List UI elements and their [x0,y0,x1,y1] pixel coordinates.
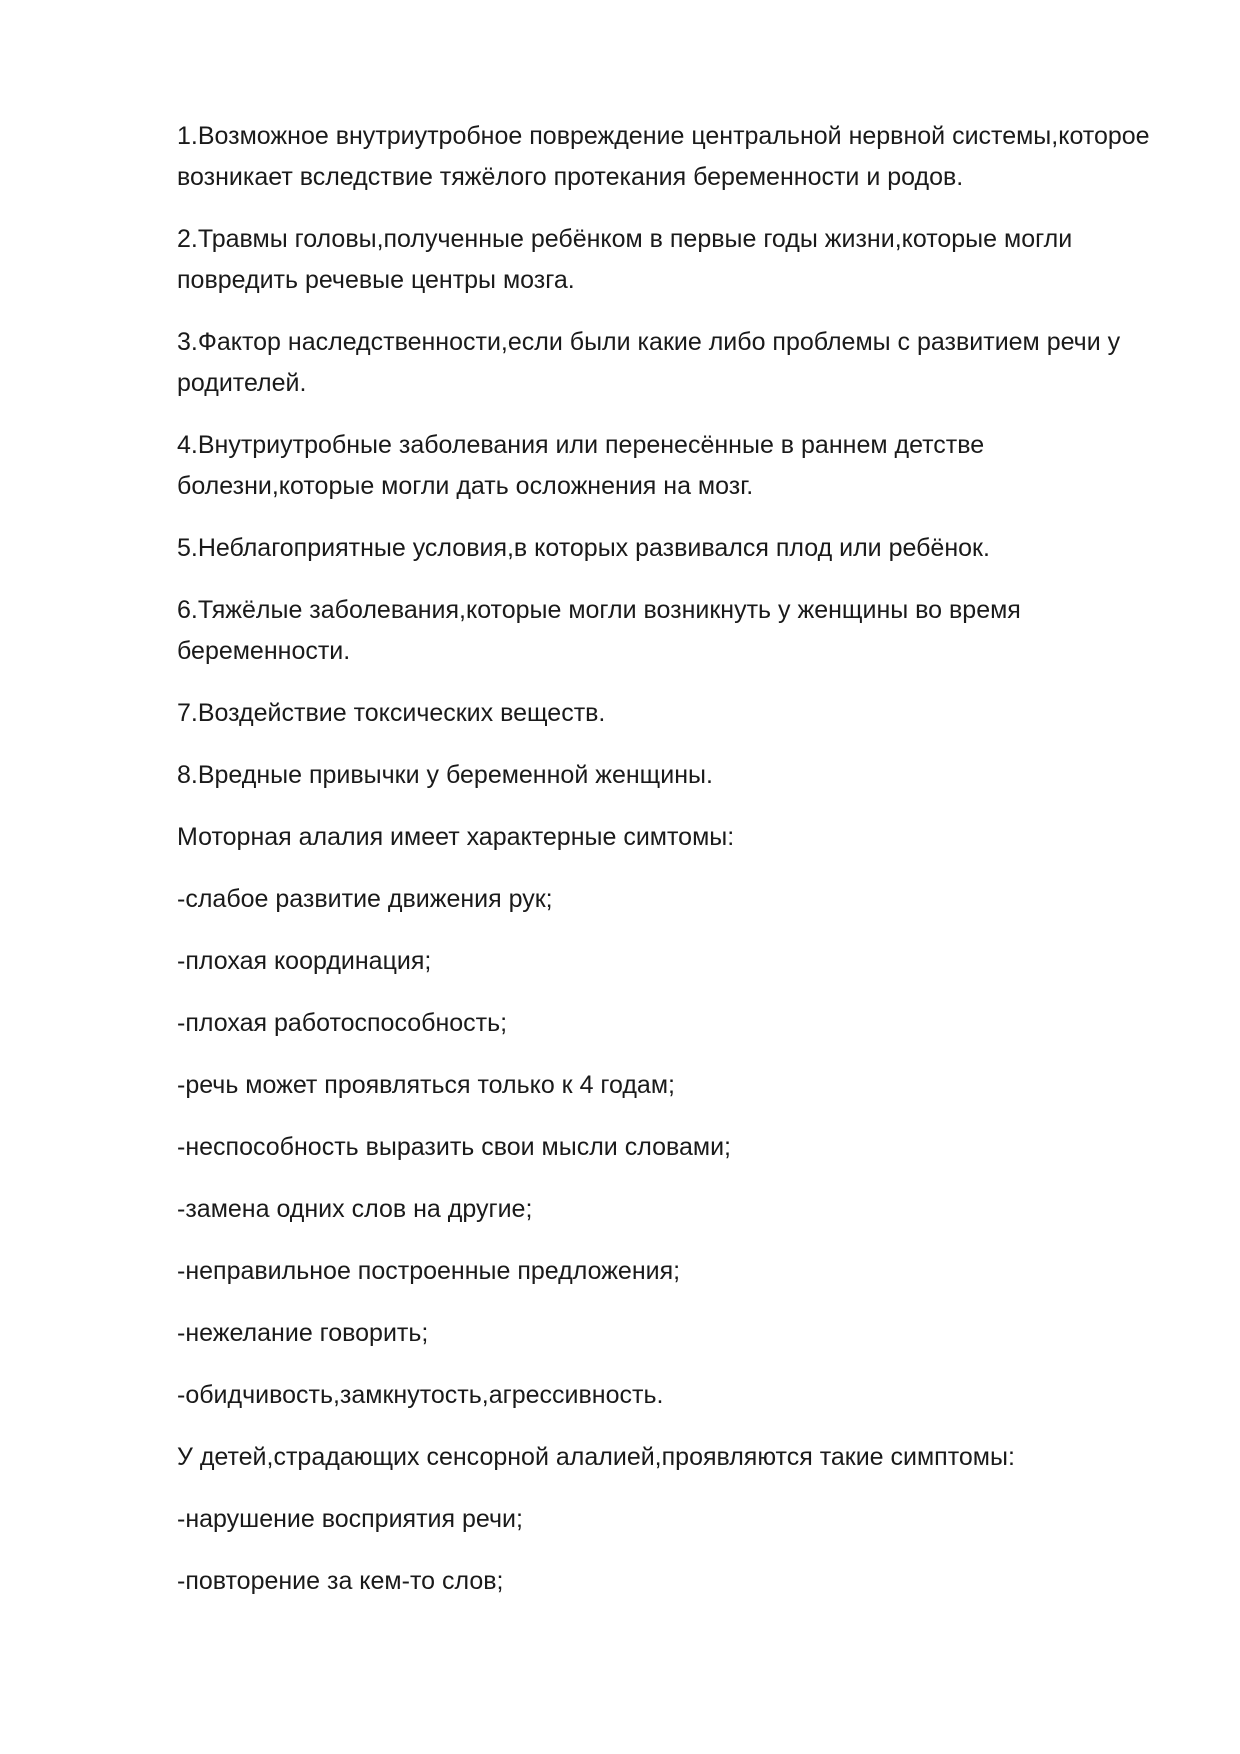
motor-symptom-item: -плохая работоспособность; [177,1009,508,1037]
cause-item-6: 6.Тяжёлые заболевания,которые могли возникнуть у женщины во время беременности. [177,596,1021,665]
motor-symptom-item: -слабое развитие движения рук; [177,885,553,913]
cause-item-5: 5.Неблагоприятные условия,в которых развивался плод или ребёнок. [177,534,990,562]
cause-item-7: 7.Воздействие токсических веществ. [177,699,606,727]
motor-symptom-item: -нежелание говорить; [177,1319,429,1347]
cause-item-3: 3.Фактор наследственности,если были какие либо проблемы с развитием речи у родителей. [177,328,1121,397]
motor-symptom-item: -плохая координация; [177,947,432,975]
sensory-symptom-item: -нарушение восприятия речи; [177,1505,523,1533]
motor-symptom-item: -речь может проявляться только к 4 годам; [177,1071,675,1099]
sensory-alalia-heading: У детей,страдающих сенсорной алалией,проявляются такие симптомы: [177,1443,1015,1471]
motor-alalia-heading: Моторная алалия имеет характерные симтомы: [177,823,735,851]
document-body [177,116,1167,1623]
cause-item-2: 2.Травмы головы,полученные ребёнком в первые годы жизни,которые могли повредить речевые центры мозга. [177,225,1073,294]
cause-item-1: 1.Возможное внутриутробное повреждение центральной нервной системы,которое возникает вследствие тяжёлого протекания беременности и родов. [177,122,1150,191]
cause-item-4: 4.Внутриутробные заболевания или перенесённые в раннем детстве болезни,которые могли дать осложнения на мозг. [177,431,985,500]
sensory-symptom-item: -повторение за кем-то слов; [177,1567,504,1595]
motor-symptom-item: -замена одних слов на другие; [177,1195,533,1223]
motor-symptom-item: -неправильное построенные предложения; [177,1257,681,1285]
motor-symptom-item: -неспособность выразить свои мысли словами; [177,1133,731,1161]
cause-item-8: 8.Вредные привычки у беременной женщины. [177,761,713,789]
motor-symptom-item: -обидчивость,замкнутость,агрессивность. [177,1381,664,1409]
